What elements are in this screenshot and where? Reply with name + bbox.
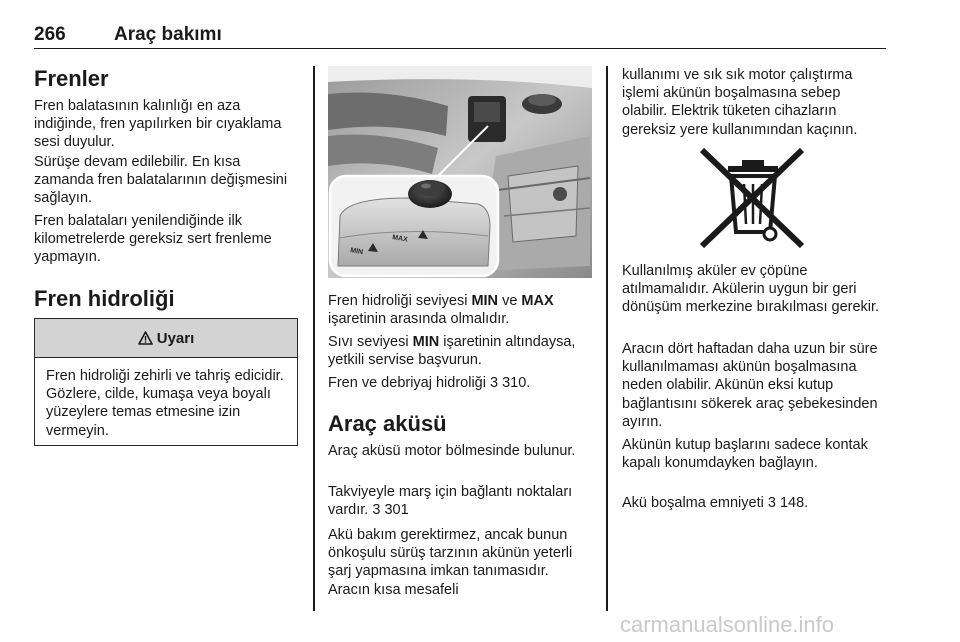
page-reference-arrow-icon: 3 — [372, 502, 381, 519]
page-reference-link[interactable]: 148. — [779, 495, 809, 511]
section-heading-fren-hidroligi: Fren hidroliği — [34, 286, 175, 311]
paragraph: Fren balatasının kalınlığı en aza indiğinde, fren yapılırken bir cıyaklama sesi duyulur. — [34, 98, 282, 151]
page-header — [34, 18, 886, 49]
warning-header — [35, 319, 297, 358]
min-mark-label: MIN — [349, 247, 364, 257]
page-reference-arrow-icon: 3 — [767, 495, 776, 511]
warning-triangle-icon — [138, 331, 153, 345]
warning-text: Fren hidroliği zehirli ve tahriş edicidir. Gözlere, cilde, kumaşa veya boyalı yüzeylere temas etmesine izin vermeyin. — [46, 368, 284, 439]
paragraph: kullanımı ve sık sık motor çalıştırma işlemi akünün boşalmasına sebep olabilir. Elektrik tüketen cihazların gereksiz yere kullanımından kaçının. — [622, 67, 858, 138]
page-number: 266 — [34, 24, 66, 45]
paragraph: Fren balataları yenilendiğinde ilk kilometrelerde gereksiz sert frenleme yapmayın. — [34, 213, 272, 266]
page-reference-arrow-icon: 3 — [490, 375, 499, 391]
warning-title: Uyarı — [156, 329, 195, 347]
paragraph: Fren ve debriyaj hidroliği 3 310. — [328, 375, 531, 391]
column-divider — [606, 66, 608, 611]
paragraph: Aracın dört haftadan daha uzun bir süre kullanılmaması akünün boşalmasına neden olabilir. Akünün eksi kutup bağlantısını sökerek araç şebekesinden ayırın. — [622, 341, 878, 430]
max-mark-label: MAX — [391, 234, 409, 244]
paragraph: Takviyeyle marş için bağlantı noktaları vardır. 3 301 — [328, 484, 573, 519]
paragraph: Fren hidroliği seviyesi MIN ve MAX işaretinin arasında olmalıdır. — [328, 293, 554, 328]
brake-fluid-reservoir-photo — [328, 66, 592, 278]
paragraph: Araç aküsü motor bölmesinde bulunur. — [328, 443, 576, 459]
paragraph: Akü boşalma emniyeti 3 148. — [622, 495, 809, 511]
page-reference-link[interactable]: 310. — [502, 375, 531, 391]
watermark: carmanualsonline.info — [620, 612, 835, 637]
paragraph: Kullanılmış aküler ev çöpüne atılmamalıdır. Akülerin uygun bir geri dönüşüm merkezine bırakılması gerekir. — [622, 263, 880, 316]
paragraph: Sürüşe devam edilebilir. En kısa zamanda fren balatalarının değişmesini sağlayın. — [34, 154, 288, 207]
warning-box — [34, 318, 298, 446]
paragraph: Akünün kutup başlarını sadece kontak kapalı konumdayken bağlayın. — [622, 437, 868, 472]
crossed-out-wheelie-bin-icon — [698, 146, 808, 250]
paragraph: Akü bakım gerektirmez, ancak bunun önkoşulu sürüş tarzının akünün yeterli şarj yapmasına imkan tanımasıdır. Aracın kısa mesafeli — [328, 527, 573, 598]
section-heading-frenler: Frenler — [34, 66, 109, 91]
running-title: Araç bakımı — [114, 24, 222, 45]
column-divider — [313, 66, 315, 611]
section-heading-arac-akusu: Araç aküsü — [328, 411, 447, 436]
paragraph: Sıvı seviyesi MIN işaretinin altındaysa, yetkili servise başvurun. — [328, 334, 576, 369]
page-reference-link[interactable]: 301 — [384, 502, 409, 519]
